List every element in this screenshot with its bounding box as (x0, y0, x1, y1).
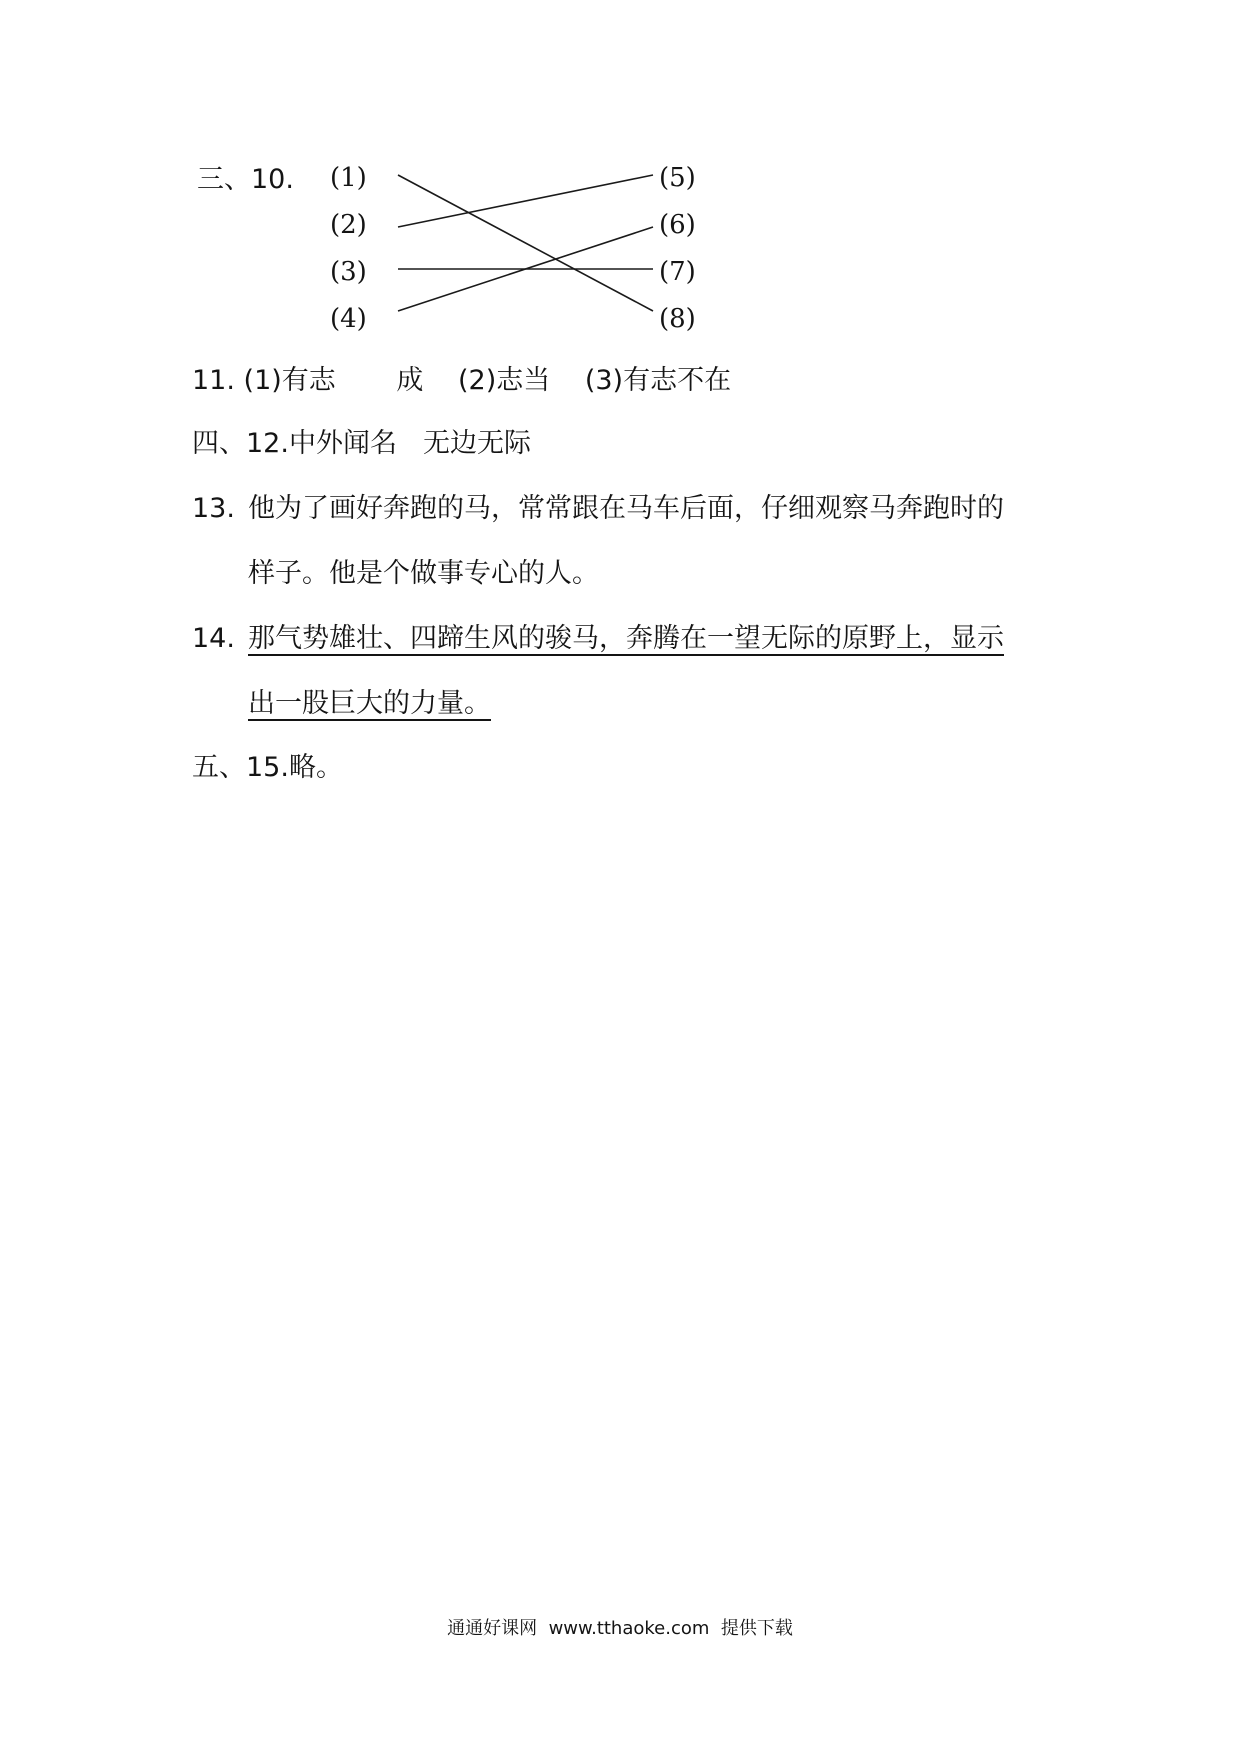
question-15: 五、15.略。 (192, 752, 343, 783)
question-11 (192, 365, 731, 397)
q11-part4: (3)有志不在 (584, 365, 732, 396)
q12-prefix: 四、12. (192, 428, 289, 459)
right-label-8: (8) (659, 304, 696, 334)
connector-1-8 (398, 175, 653, 311)
right-label-7: (7) (659, 257, 696, 287)
left-label-1: (1) (330, 163, 367, 193)
q12-word1: 中外闻名 (288, 428, 397, 459)
footer-source-text: 通通好课网 www.tthaoke.com 提供下载 (447, 1618, 793, 1639)
right-label-5: (5) (659, 163, 696, 193)
q11-part2: 成 (396, 365, 424, 396)
left-label-3: (3) (330, 257, 367, 287)
section-3-header: 三、10. (197, 164, 294, 195)
connector-2-5 (398, 175, 653, 227)
question-13-line1: 他为了画好奔跑的马，常常跟在马车后面，仔细观察马奔跑时的 (248, 493, 1004, 524)
q11-part3: (2)志当 (457, 365, 551, 396)
question-14-line1: 那气势雄壮、四蹄生风的骏马，奔腾在一望无际的原野上，显示 (248, 623, 1004, 654)
question-14-line2: 出一股巨大的力量。 (248, 688, 491, 719)
question-13-line2: 样子。他是个做事专心的人。 (248, 558, 599, 589)
left-label-4: (4) (330, 304, 367, 334)
question-13-number: 13. (192, 493, 235, 524)
right-label-6: (6) (659, 210, 696, 240)
q12-word2: 无边无际 (422, 428, 531, 459)
question-14-number: 14. (192, 623, 235, 654)
matching-lines (0, 0, 1240, 400)
question-12 (192, 428, 531, 460)
q11-part1: (1)有志 (243, 365, 336, 396)
q11-number: 11. (192, 365, 235, 396)
left-label-2: (2) (330, 210, 367, 240)
